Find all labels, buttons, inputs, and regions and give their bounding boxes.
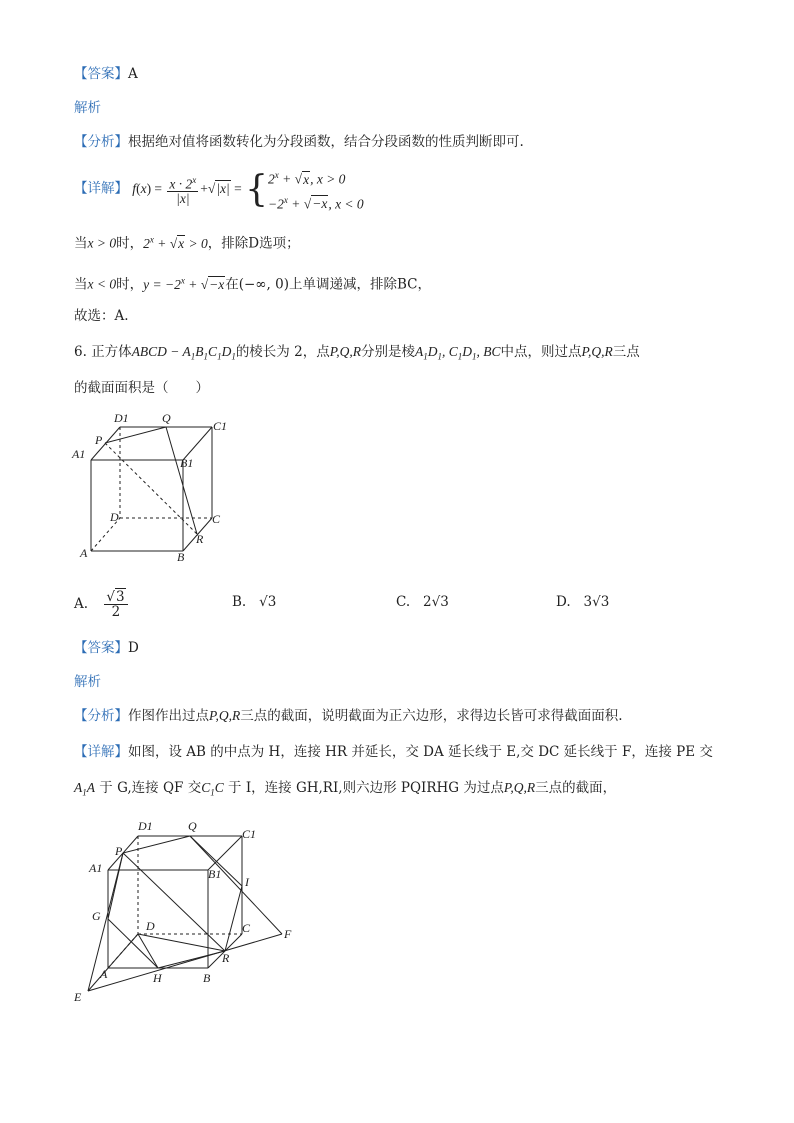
label-A: A <box>100 967 108 981</box>
fenxi-tag: 【分析】 <box>74 708 128 724</box>
xiangjie-tag: 【详解】 <box>74 744 128 760</box>
cube-figure-2 <box>70 816 310 1006</box>
q6-analysis-heading <box>74 672 101 692</box>
analysis-tag: 解析 <box>74 100 101 116</box>
label-Q: Q <box>162 411 171 425</box>
q5-step2: 当x < 0时，$y = -2^x + √-x$在(−∞, 0)上单调递减，排除BC， <box>74 275 431 293</box>
option-b-value: √3 <box>259 594 277 610</box>
label-A1: A1 <box>89 861 103 875</box>
detail-line2-c: 三点的截面， <box>535 780 617 796</box>
q6-fenxi: 【分析】作图作出过点P,Q,R三点的截面，说明截面为正六边形，求得边长皆可求得截面面积. <box>74 708 623 724</box>
label-D: D <box>110 510 119 524</box>
cube-figure-1 <box>70 410 240 570</box>
answer-value: D <box>128 640 139 656</box>
label-C1: C1 <box>213 419 228 433</box>
label-D1: D1 <box>114 411 129 425</box>
answer-value: A <box>128 66 138 82</box>
option-c[interactable]: C. 2√3 <box>396 594 449 610</box>
edge <box>208 836 242 870</box>
stem-part5: 三点 <box>612 344 640 360</box>
fenxi-text: 根据绝对值将函数转化为分段函数，结合分段函数的性质判断即可. <box>128 134 524 150</box>
fenxi-tag: 【分析】 <box>74 134 128 150</box>
label-B1: B1 <box>208 867 222 881</box>
answer-tag: 【答案】 <box>74 640 128 656</box>
label-A: A <box>80 546 88 560</box>
option-b[interactable]: B. √3 <box>232 594 277 610</box>
label-B1: B1 <box>180 456 194 470</box>
step2-mid: 时， <box>116 276 144 293</box>
label-A1: A1 <box>72 447 86 461</box>
option-c-value: 2√3 <box>423 594 449 610</box>
step1-mid: 时， <box>116 235 144 252</box>
label-B: B <box>203 971 211 985</box>
stem-part3: 分别是棱 <box>360 344 415 360</box>
step2-prefix: 当 <box>74 276 88 293</box>
q5-analysis-heading <box>74 98 101 118</box>
label-Q: Q <box>188 819 197 833</box>
q5-step1: 当x > 0时，$2^x + √x > 0$，排除D选项； <box>74 234 300 252</box>
detail-line2-b: 于 I，连接 GH,RI,则六边形 PQIRHG 为过点 <box>228 780 504 796</box>
q5-answer-line <box>74 64 138 84</box>
q5-conclusion: 故选：A. <box>74 308 129 324</box>
q6-answer-line <box>74 638 139 658</box>
line-dr <box>138 934 225 951</box>
label-F: F <box>284 927 292 941</box>
option-d[interactable]: D. 3√3 <box>556 594 610 610</box>
step1-suffix: ，排除D选项； <box>207 235 300 252</box>
section-ir <box>225 886 242 951</box>
label-R: R <box>196 532 204 546</box>
label-E: E <box>74 990 82 1004</box>
answer-tag: 【答案】 <box>74 66 128 82</box>
stem-part4: 中点，则过点 <box>500 344 582 360</box>
line-qf <box>190 836 282 934</box>
detail-line1: 如图，设 AB 的中点为 H，连接 HR 并延长，交 DA 延长线于 E,交 DC 延长线于 F，连接 PE 交 <box>128 744 713 760</box>
section-pq <box>123 836 190 853</box>
step1-prefix: 当 <box>74 235 88 252</box>
label-H: H <box>153 971 162 985</box>
question-number: 6. <box>74 344 87 360</box>
option-a[interactable]: A. $\frac{√3}{2}$ <box>74 590 130 619</box>
detail-line2-a: 于 G,连接 QF 交 <box>99 780 202 796</box>
q6-xiangjie-line1 <box>74 742 713 762</box>
line-ef <box>88 934 282 991</box>
stem-part2: 的棱长为 2，点 <box>235 344 330 360</box>
function-formula: f(x) = $\frac{x \cdot 2^x}{|x|}$ +√|x| = { $2^x + √x$, x > 0 $-2^x + √-x$, x < 0 <box>132 168 364 211</box>
label-C: C <box>242 921 251 935</box>
label-D: D <box>146 919 155 933</box>
q5-xiangjie <box>74 165 364 214</box>
analysis-tag: 解析 <box>74 674 101 690</box>
label-R: R <box>222 951 230 965</box>
label-I: I <box>245 875 249 889</box>
label-D1: D1 <box>138 819 153 833</box>
xiangjie-tag: 【详解】 <box>74 180 128 197</box>
stem-part1: 正方体 <box>91 344 132 360</box>
section-line-pq <box>105 427 166 443</box>
label-B: B <box>177 550 185 564</box>
label-P: P <box>95 433 103 447</box>
q6-stem-line1: 6. 正方体ABCD − $A_1B_1C_1D_1$的棱长为 2，点P,Q,R分别是棱$A_1D_1$, $C_1D_1$, BC中点，则过点P,Q,R三点 <box>74 344 640 362</box>
label-C: C <box>212 512 221 526</box>
fenxi-text-b: 三点的截面，说明截面为正六边形，求得边长皆可求得截面面积. <box>240 708 623 724</box>
label-G: G <box>92 909 101 923</box>
label-P: P <box>115 844 123 858</box>
q6-stem-line2: 的截面面积是（ ） <box>74 380 209 396</box>
fenxi-text-a: 作图作出过点 <box>128 708 209 724</box>
q6-xiangjie-line2: $A_1A$ 于 G,连接 QF 交$C_1C$ 于 I，连接 GH,RI,则六边形 PQIRHG 为过点P,Q,R三点的截面， <box>74 780 617 798</box>
q5-fenxi <box>74 132 524 152</box>
label-C1: C1 <box>242 827 257 841</box>
step2-interval: 在(−∞, 0)上单调递减，排除BC， <box>225 276 431 293</box>
option-d-value: 3√3 <box>583 594 610 610</box>
